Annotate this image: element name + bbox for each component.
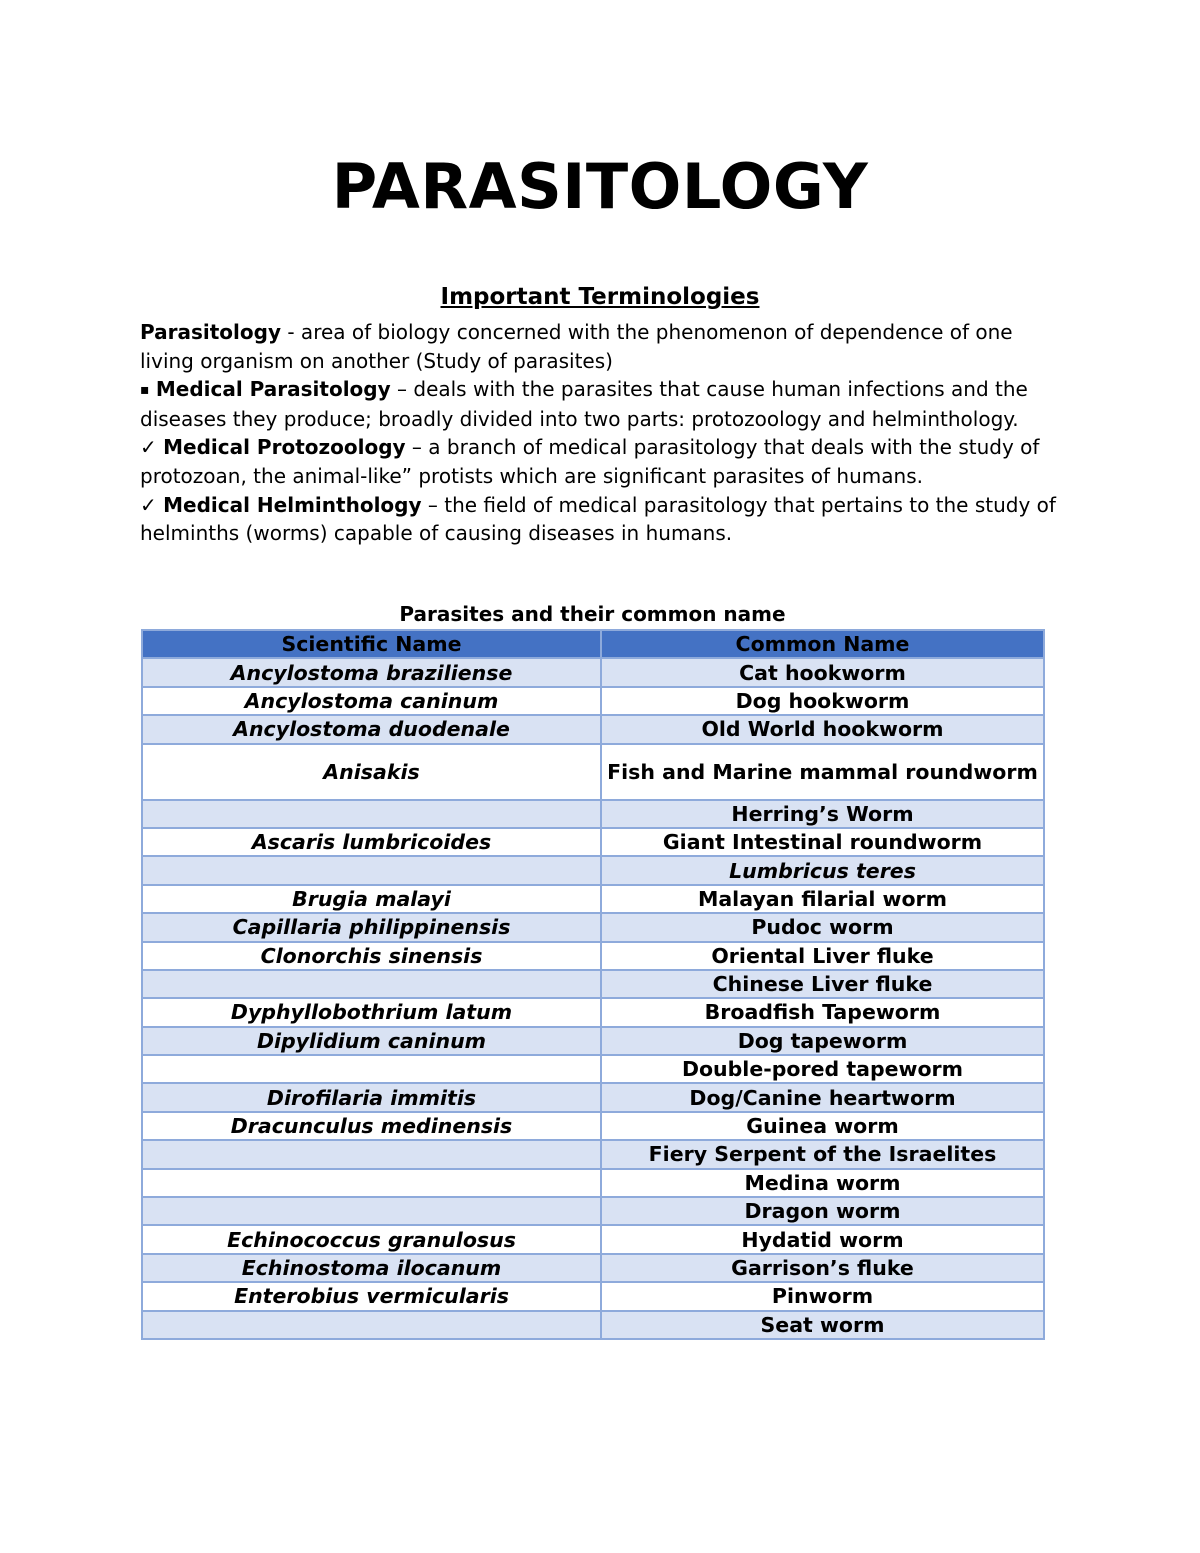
table-row	[142, 1282, 1044, 1310]
document-title: PARASITOLOGY	[331, 150, 869, 223]
table-row	[142, 800, 1044, 828]
section-heading: Important Terminologies	[440, 284, 760, 310]
table-row	[142, 998, 1044, 1026]
common-name-cell: Fish and Marine mammal roundworm	[601, 744, 1044, 800]
scientific-name-cell: Dracunculus medinensis	[142, 1112, 601, 1140]
table-row	[142, 1083, 1044, 1111]
definition-continuation: diseases they produce; broadly divided into two parts: protozoology and helminthology.	[140, 406, 1019, 431]
scientific-name-cell: Anisakis	[142, 744, 601, 800]
scientific-name-cell: Brugia malayi	[142, 885, 601, 913]
scientific-name-cell: Echinostoma ilocanum	[142, 1254, 601, 1282]
definition-medical-helminthology	[140, 491, 1065, 548]
table-row	[142, 1112, 1044, 1140]
common-name-cell: Double-pored tapeworm	[601, 1055, 1044, 1083]
common-name-cell: Herring’s Worm	[601, 800, 1044, 828]
definition-medical-parasitology	[140, 375, 1065, 405]
square-bullet-icon: ▪	[140, 382, 150, 399]
table-caption: Parasites and their common name	[399, 602, 786, 626]
scientific-name-cell	[142, 856, 601, 884]
table-row	[142, 1027, 1044, 1055]
table-row	[142, 715, 1044, 743]
common-name-cell: Garrison’s fluke	[601, 1254, 1044, 1282]
common-name-cell: Pinworm	[601, 1282, 1044, 1310]
term-parasitology: Parasitology	[140, 320, 281, 344]
common-name-cell: Seat worm	[601, 1311, 1044, 1339]
definition-parasitology	[140, 318, 1065, 375]
term-medical-parasitology: Medical Parasitology	[155, 377, 391, 402]
checkmark-icon: ✓	[140, 492, 157, 517]
common-name-cell: Fiery Serpent of the Israelites	[601, 1140, 1044, 1168]
common-name-cell: Dragon worm	[601, 1197, 1044, 1225]
table-row	[142, 744, 1044, 800]
column-header-scientific-name: Scientific Name	[142, 630, 601, 658]
scientific-name-cell: Clonorchis sinensis	[142, 942, 601, 970]
scientific-name-cell	[142, 800, 601, 828]
table-row	[142, 1055, 1044, 1083]
table-row	[142, 885, 1044, 913]
table-row	[142, 1311, 1044, 1339]
scientific-name-cell	[142, 1140, 601, 1168]
common-name-cell: Pudoc worm	[601, 913, 1044, 941]
common-name-cell: Chinese Liver fluke	[601, 970, 1044, 998]
definition-medical-protozoology	[140, 433, 1065, 490]
definition-text: – a branch of medical parasitology that deals with the study of protozoan, the animal-like” protists which are significant parasites of humans.	[140, 435, 1040, 488]
scientific-name-cell: Dyphyllobothrium latum	[142, 998, 601, 1026]
definition-text: – deals with the parasites that cause human infections and the	[390, 377, 1028, 402]
column-header-common-name: Common Name	[601, 630, 1044, 658]
scientific-name-cell: Capillaria philippinensis	[142, 913, 601, 941]
scientific-name-cell: Echinococcus granulosus	[142, 1225, 601, 1253]
definition-text: – the field of medical parasitology that pertains to the study of helminths (worms) capable of causing diseases in humans.	[140, 492, 1056, 546]
table-row	[142, 970, 1044, 998]
scientific-name-cell: Ancylostoma duodenale	[142, 715, 601, 743]
common-name-cell: Malayan filarial worm	[601, 885, 1044, 913]
table-row	[142, 658, 1044, 686]
common-name-cell: Old World hookworm	[601, 715, 1044, 743]
table-row	[142, 1140, 1044, 1168]
common-name-cell: Guinea worm	[601, 1112, 1044, 1140]
common-name-cell: Dog tapeworm	[601, 1027, 1044, 1055]
common-name-cell: Lumbricus teres	[601, 856, 1044, 884]
checkmark-icon: ✓	[140, 435, 157, 460]
table-row	[142, 1197, 1044, 1225]
scientific-name-cell	[142, 1197, 601, 1225]
table-row	[142, 687, 1044, 715]
common-name-cell: Cat hookworm	[601, 658, 1044, 686]
table-row	[142, 913, 1044, 941]
common-name-cell: Broadfish Tapeworm	[601, 998, 1044, 1026]
scientific-name-cell: Dirofilaria immitis	[142, 1083, 601, 1111]
common-name-cell: Dog hookworm	[601, 687, 1044, 715]
parasites-table	[141, 629, 1045, 1340]
common-name-cell: Oriental Liver fluke	[601, 942, 1044, 970]
definition-text: - area of biology concerned with the phenomenon of dependence of one living organism on another (Study of parasites)	[140, 320, 1013, 373]
table-row	[142, 942, 1044, 970]
table-row	[142, 856, 1044, 884]
table-row	[142, 1169, 1044, 1197]
common-name-cell: Giant Intestinal roundworm	[601, 828, 1044, 856]
scientific-name-cell: Ascaris lumbricoides	[142, 828, 601, 856]
table-row	[142, 1254, 1044, 1282]
scientific-name-cell	[142, 1055, 601, 1083]
scientific-name-cell	[142, 970, 601, 998]
scientific-name-cell: Enterobius vermicularis	[142, 1282, 601, 1310]
common-name-cell: Hydatid worm	[601, 1225, 1044, 1253]
table-header-row	[142, 630, 1044, 658]
scientific-name-cell: Ancylostoma caninum	[142, 687, 601, 715]
term-medical-protozoology: Medical Protozoology	[163, 435, 406, 460]
scientific-name-cell	[142, 1311, 601, 1339]
table-row	[142, 1225, 1044, 1253]
common-name-cell: Medina worm	[601, 1169, 1044, 1197]
term-medical-helminthology: Medical Helminthology	[163, 492, 422, 517]
scientific-name-cell	[142, 1169, 601, 1197]
terminology-section	[140, 318, 1065, 548]
scientific-name-cell: Ancylostoma braziliense	[142, 658, 601, 686]
table-row	[142, 828, 1044, 856]
scientific-name-cell: Dipylidium caninum	[142, 1027, 601, 1055]
common-name-cell: Dog/Canine heartworm	[601, 1083, 1044, 1111]
